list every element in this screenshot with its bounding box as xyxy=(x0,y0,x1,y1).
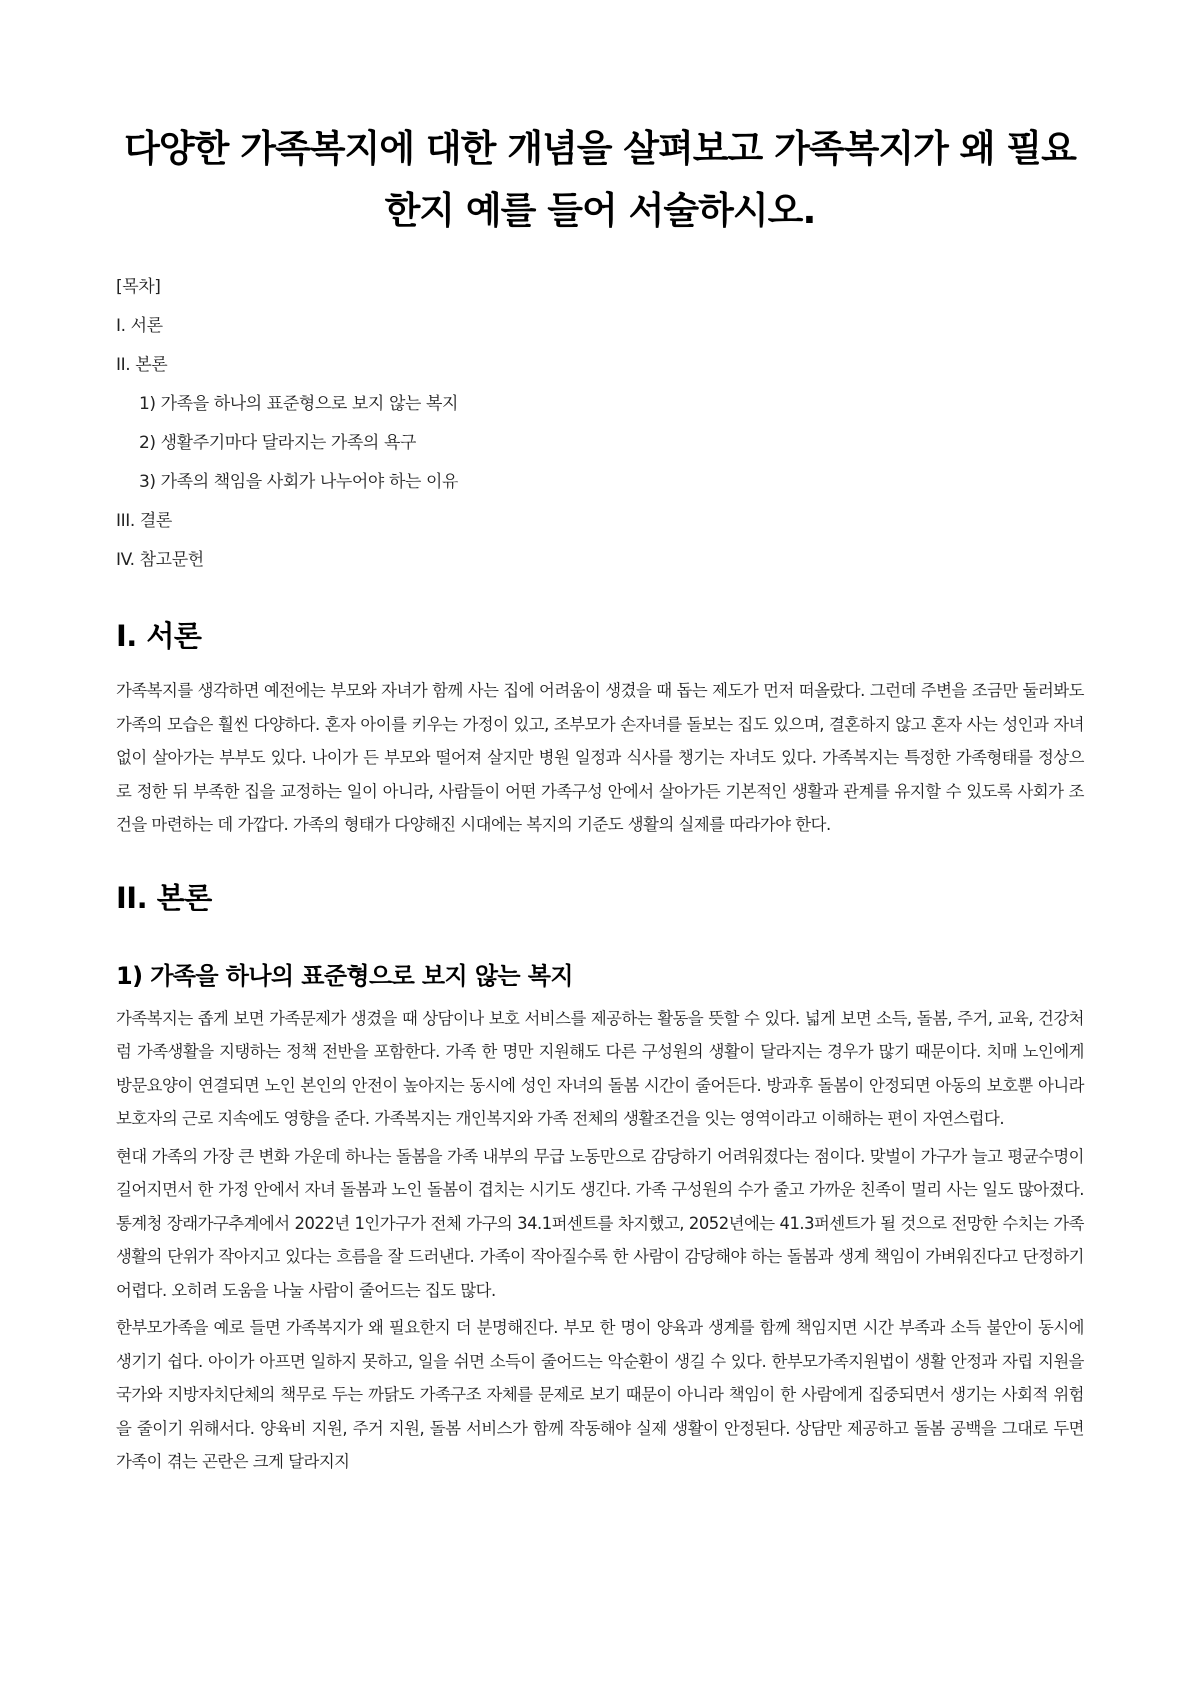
toc-heading: [목차] xyxy=(116,277,161,297)
toc-item-body-3: 3) 가족의 책임을 사회가 나누어야 하는 이유 xyxy=(139,472,459,492)
body-paragraph: 현대 가족의 가장 큰 변화 가운데 하나는 돌봄을 가족 내부의 무급 노동만으로 감당하기 어려워졌다는 점이다. 맞벌이 가구가 늘고 평균수명이 길어지면서 한 가정 안에서 자녀 돌봄과 노인 돌봄이 겹치는 시기도 생긴다. 가족 구성원의 수가 줄고 가까운 친족이 멀리 사는 일도 많아졌다. 통계청 장래가구추계에서 2022년 1인가구가 전체 가구의 34.1퍼센트를 차지했고, 2052년에는 41.3퍼센트가 될 것으로 전망한 수치는 가족생활의 단위가 작아지고 있다는 흐름을 잘 드러낸다. 가족이 작아질수록 한 사람이 감당해야 하는 돌봄과 생계 책임이 가벼워진다고 단정하기 어렵다. 오히려 도움을 나눌 사람이 줄어드는 집도 많다. xyxy=(116,1146,1084,1300)
subsection-heading-1: 1) 가족을 하나의 표준형으로 보지 않는 복지 xyxy=(116,961,573,990)
section-heading-intro: I. 서론 xyxy=(116,619,202,653)
body-paragraph: 가족복지는 좁게 보면 가족문제가 생겼을 때 상담이나 보호 서비스를 제공하는 활동을 뜻할 수 있다. 넓게 보면 소득, 돌봄, 주거, 교육, 건강처럼 가족생활을 지탱하는 정책 전반을 포함한다. 가족 한 명만 지원해도 다른 구성원의 생활이 달라지는 경우가 많기 때문이다. 치매 노인에게 방문요양이 연결되면 노인 본인의 안전이 높아지는 동시에 성인 자녀의 돌봄 시간이 줄어든다. 방과후 돌봄이 안정되면 아동의 보호뿐 아니라 보호자의 근로 지속에도 영향을 준다. 가족복지는 개인복지와 가족 전체의 생활조건을 잇는 영역이라고 이해하는 편이 자연스럽다. xyxy=(116,1008,1084,1128)
toc-item-conclusion: III. 결론 xyxy=(116,511,172,531)
toc-item-body-1: 1) 가족을 하나의 표준형으로 보지 않는 복지 xyxy=(139,394,459,414)
table-of-contents xyxy=(116,268,1084,580)
section-heading-body: II. 본론 xyxy=(116,880,212,915)
document-title: 다양한 가족복지에 대한 개념을 살펴보고 가족복지가 왜 필요한지 예를 들어 서술하시오. xyxy=(124,127,1076,232)
body-paragraph: 한부모가족을 예로 들면 가족복지가 왜 필요한지 더 분명해진다. 부모 한 명이 양육과 생계를 함께 책임지면 시간 부족과 소득 불안이 동시에 생기기 쉽다. 아이가 아프면 일하지 못하고, 일을 쉬면 소득이 줄어드는 악순환이 생길 수 있다. 한부모가족지원법이 생활 안정과 자립 지원을 국가와 지방자치단체의 책무로 두는 까닭도 가족구조 자체를 문제로 보기 때문이 아니라 책임이 한 사람에게 집중되면서 생기는 사회적 위험을 줄이기 위해서다. 양육비 지원, 주거 지원, 돌봄 서비스가 함께 작동해야 실제 생활이 안정된다. 상담만 제공하고 돌봄 공백을 그대로 두면 가족이 겪는 곤란은 크게 달라지지 xyxy=(116,1318,1084,1471)
toc-item-intro: I. 서론 xyxy=(116,316,163,336)
toc-item-body: II. 본론 xyxy=(116,355,168,375)
intro-paragraph: 가족복지를 생각하면 예전에는 부모와 자녀가 함께 사는 집에 어려움이 생겼을 때 돕는 제도가 먼저 떠올랐다. 그런데 주변을 조금만 둘러봐도 가족의 모습은 훨씬 다양하다. 혼자 아이를 키우는 가정이 있고, 조부모가 손자녀를 돌보는 집도 있으며, 결혼하지 않고 혼자 사는 성인과 자녀 없이 살아가는 부부도 있다. 나이가 든 부모와 떨어져 살지만 병원 일정과 식사를 챙기는 자녀도 있다. 가족복지는 특정한 가족형태를 정상으로 정한 뒤 부족한 집을 교정하는 일이 아니라, 사람들이 어떤 가족구성 안에서 살아가든 기본적인 생활과 관계를 유지할 수 있도록 사회가 조건을 마련하는 데 가깝다. 가족의 형태가 다양해진 시대에는 복지의 기준도 생활의 실제를 따라가야 한다. xyxy=(116,681,1084,834)
toc-item-references: IV. 참고문헌 xyxy=(116,550,204,570)
toc-item-body-2: 2) 생활주기마다 달라지는 가족의 욕구 xyxy=(139,433,416,453)
